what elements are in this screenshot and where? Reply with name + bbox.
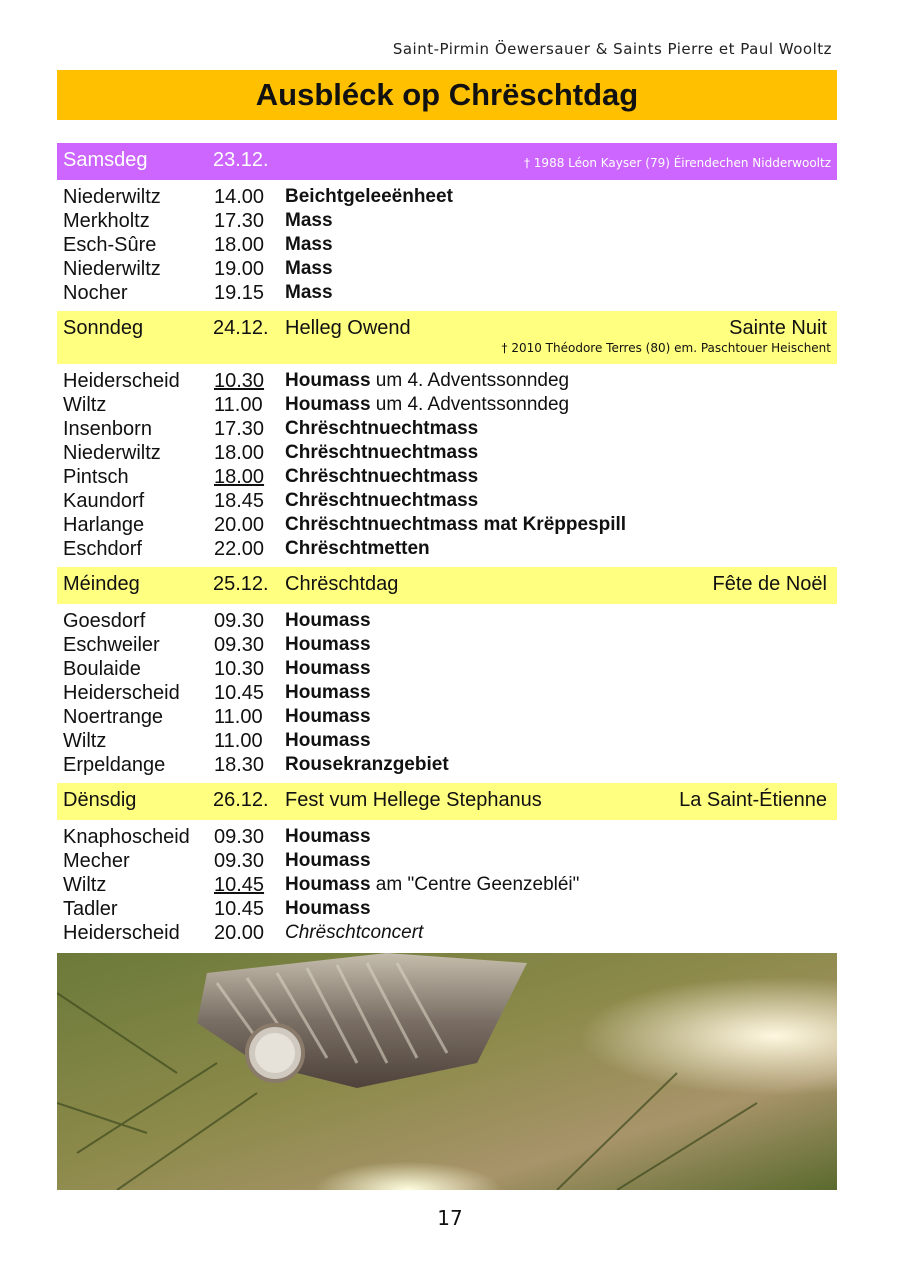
page-number: 17	[437, 1206, 463, 1230]
event	[285, 490, 837, 512]
service-row	[63, 873, 837, 897]
service-list-sunday	[57, 364, 837, 567]
time: 11.00	[214, 729, 263, 752]
event-title: Beichtgeleeënheet	[285, 186, 453, 207]
place: Eschdorf	[63, 537, 142, 560]
day-date: 26.12.	[213, 789, 269, 811]
event	[285, 682, 837, 704]
feast-name-fr: La Saint-Étienne	[679, 789, 827, 811]
place: Tadler	[63, 897, 118, 920]
time: 10.45	[214, 681, 265, 704]
event-title: Houmass	[285, 826, 371, 847]
place: Insenborn	[63, 417, 152, 440]
time: 20.00	[214, 921, 265, 944]
event	[285, 538, 837, 560]
time: 18.00	[214, 465, 265, 488]
event-title: Chrëschtnuechtmass	[285, 418, 479, 439]
event-title: Houmass	[285, 874, 371, 895]
event-title: Chrëschtmetten	[285, 538, 430, 559]
day-header-sunday	[57, 311, 837, 364]
event	[285, 186, 837, 208]
christmas-ornament-photo	[57, 953, 837, 1190]
place: Harlange	[63, 513, 145, 536]
event	[285, 634, 837, 656]
time: 18.30	[214, 753, 265, 776]
event	[285, 610, 837, 632]
event-title: Mass	[285, 282, 333, 303]
place: Mecher	[63, 849, 130, 872]
place: Niederwiltz	[63, 441, 161, 464]
feast-name: Fest vum Hellege Stephanus	[285, 789, 542, 811]
place: Heiderscheid	[63, 921, 180, 944]
time: 10.45	[214, 873, 265, 896]
event	[285, 234, 837, 256]
place: Niederwiltz	[63, 185, 161, 208]
service-row	[63, 369, 837, 393]
day-header-saturday	[57, 143, 837, 180]
place: Wiltz	[63, 873, 107, 896]
service-row	[63, 825, 837, 849]
place: Heiderscheid	[63, 681, 180, 704]
time: 09.30	[214, 609, 265, 632]
day-name: Dënsdig	[63, 789, 137, 811]
day-name: Samsdeg	[63, 149, 148, 171]
day-name: Méindeg	[63, 573, 140, 595]
page-title: Ausbléck op Chrëschtdag	[255, 77, 639, 112]
event	[285, 394, 837, 416]
event-note: am "Centre Geenzebléi"	[370, 874, 580, 895]
time: 09.30	[214, 825, 265, 848]
feast-name-fr: Fête de Noël	[712, 573, 827, 595]
event	[285, 418, 837, 440]
service-row	[63, 185, 837, 209]
service-list-tuesday	[57, 820, 837, 951]
time: 19.00	[214, 257, 265, 280]
event-title: Chrëschtnuechtmass	[285, 442, 479, 463]
service-list-monday	[57, 604, 837, 783]
service-row	[63, 209, 837, 233]
service-row	[63, 705, 837, 729]
service-row	[63, 537, 837, 561]
memorial-note: † 1988 Léon Kayser (79) Éirendechen Nidderwooltz	[523, 156, 831, 170]
service-row	[63, 633, 837, 657]
place: Heiderscheid	[63, 369, 180, 392]
memorial-note: † 2010 Théodore Terres (80) em. Paschtouer Heischent	[501, 341, 831, 355]
time: 17.30	[214, 417, 265, 440]
time: 17.30	[214, 209, 265, 232]
event-title: Houmass	[285, 730, 371, 751]
title-banner	[57, 70, 837, 120]
event-note: um 4. Adventssonndeg	[370, 370, 570, 391]
event	[285, 210, 837, 232]
service-row	[63, 465, 837, 489]
time: 10.45	[214, 897, 265, 920]
feast-name: Chrëschtdag	[285, 573, 399, 595]
event	[285, 898, 837, 920]
place: Goesdorf	[63, 609, 146, 632]
event-title: Chrëschtnuechtmass mat Krëppespill	[285, 514, 627, 535]
place: Kaundorf	[63, 489, 145, 512]
event-title: Houmass	[285, 706, 371, 727]
event	[285, 922, 837, 944]
event-title: Houmass	[285, 898, 371, 919]
place: Merkholtz	[63, 209, 150, 232]
time: 09.30	[214, 633, 265, 656]
day-date: 25.12.	[213, 573, 269, 595]
place: Erpeldange	[63, 753, 166, 776]
event-title: Houmass	[285, 850, 371, 871]
event	[285, 754, 837, 776]
service-row	[63, 257, 837, 281]
event	[285, 730, 837, 752]
event-title: Mass	[285, 234, 333, 255]
place: Wiltz	[63, 393, 107, 416]
time: 11.00	[214, 705, 263, 728]
event-title: Houmass	[285, 682, 371, 703]
service-row	[63, 849, 837, 873]
event-title: Mass	[285, 210, 333, 231]
place: Noertrange	[63, 705, 164, 728]
day-name: Sonndeg	[63, 317, 144, 339]
time: 19.15	[214, 281, 265, 304]
service-row	[63, 921, 837, 945]
time: 10.30	[214, 657, 265, 680]
time: 11.00	[214, 393, 263, 416]
service-row	[63, 753, 837, 777]
service-row	[63, 897, 837, 921]
day-header-tuesday	[57, 783, 837, 820]
place: Esch-Sûre	[63, 233, 157, 256]
service-row	[63, 513, 837, 537]
event	[285, 706, 837, 728]
service-row	[63, 729, 837, 753]
event	[285, 658, 837, 680]
service-row	[63, 441, 837, 465]
event	[285, 442, 837, 464]
service-row	[63, 417, 837, 441]
event	[285, 258, 837, 280]
time: 10.30	[214, 369, 265, 392]
event-title: Chrëschtnuechtmass	[285, 490, 479, 511]
event-title: Houmass	[285, 610, 371, 631]
time: 20.00	[214, 513, 265, 536]
service-row	[63, 489, 837, 513]
event	[285, 282, 837, 304]
service-row	[63, 681, 837, 705]
time: 22.00	[214, 537, 265, 560]
place: Boulaide	[63, 657, 141, 680]
event-title: Houmass	[285, 658, 371, 679]
event	[285, 850, 837, 872]
place: Nocher	[63, 281, 128, 304]
feast-name-fr: Sainte Nuit	[729, 317, 827, 339]
day-date: 23.12.	[213, 149, 269, 171]
event-note: um 4. Adventssonndeg	[370, 394, 570, 415]
place: Pintsch	[63, 465, 129, 488]
time: 14.00	[214, 185, 265, 208]
parish-header: Saint-Pirmin Öewersauer & Saints Pierre et Paul Wooltz	[392, 40, 832, 58]
service-row	[63, 657, 837, 681]
time: 18.45	[214, 489, 265, 512]
day-header-monday	[57, 567, 837, 604]
time: 09.30	[214, 849, 265, 872]
service-row	[63, 281, 837, 305]
event-title: Houmass	[285, 394, 371, 415]
place: Niederwiltz	[63, 257, 161, 280]
event-title: Chrëschtnuechtmass	[285, 466, 479, 487]
event	[285, 874, 837, 896]
service-list-saturday	[57, 180, 837, 311]
event-title: Chrëschtconcert	[285, 922, 424, 943]
place: Eschweiler	[63, 633, 160, 656]
service-row	[63, 393, 837, 417]
place: Wiltz	[63, 729, 107, 752]
christmas-schedule	[57, 143, 837, 951]
event	[285, 370, 837, 392]
time: 18.00	[214, 441, 265, 464]
service-row	[63, 233, 837, 257]
event	[285, 514, 837, 536]
time: 18.00	[214, 233, 265, 256]
event-title: Houmass	[285, 370, 371, 391]
event-title: Rousekranzgebiet	[285, 754, 449, 775]
event-title: Houmass	[285, 634, 371, 655]
event-title: Mass	[285, 258, 333, 279]
feast-name: Helleg Owend	[285, 317, 411, 339]
place: Knaphoscheid	[63, 825, 190, 848]
event	[285, 826, 837, 848]
event	[285, 466, 837, 488]
service-row	[63, 609, 837, 633]
day-date: 24.12.	[213, 317, 269, 339]
